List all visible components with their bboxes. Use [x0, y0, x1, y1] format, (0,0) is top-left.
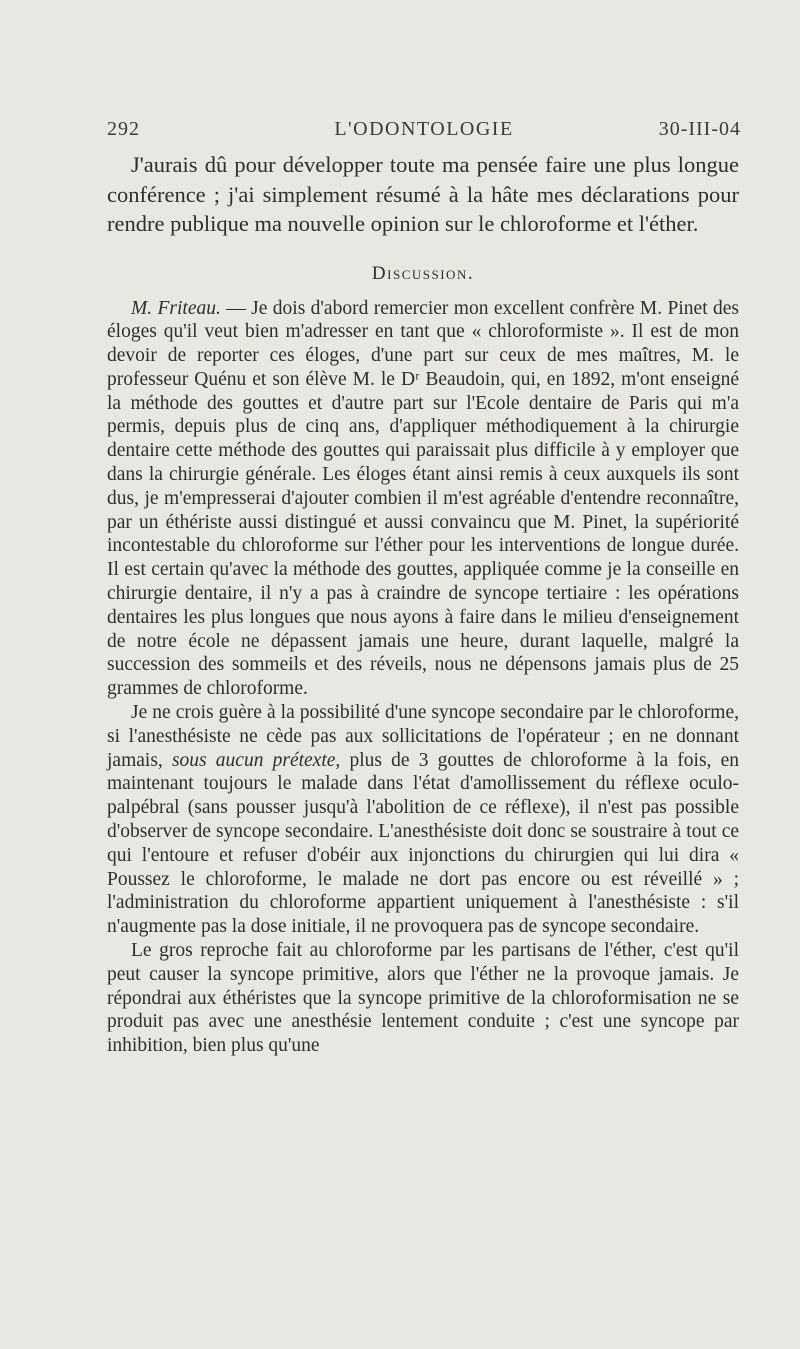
- paragraph-friteau: [107, 297, 739, 702]
- paragraph-text-end: plus de 3 gouttes de chloroforme à la fois, en maintenant toujours le malade dans l'état d'amollissement du réflexe oculo-palpébral (sans pousser jusqu'à l'abolition de ce réflexe), il n'est pas possible d'observer de syncope secondaire. L'anesthésiste doit donc se soustraire à tout ce qui l'entoure et refuser d'obéir aux injonctions du chirurgien qui lui dira « Poussez le chloroforme, le malade ne dort pas encore ou est réveillé » ; l'administration du chloroforme appartient uniquement à l'anesthésiste : s'il n'augmente pas la dose initiale, il ne provoquera pas de syncope secondaire.: [107, 749, 739, 938]
- page-number: 292: [107, 118, 140, 140]
- page-body: [107, 150, 739, 1058]
- speaker-name: M. Friteau.: [131, 297, 221, 319]
- running-header: [107, 118, 741, 144]
- paragraph-text-start: Je ne crois guère à la possibilité d'une syncope secondaire par le chloroforme, si l'anesthésiste ne cède pas aux sollicitations de l'opérateur ; en ne donnant jamais,: [107, 702, 739, 771]
- issue-date: 30-III-04: [658, 118, 741, 140]
- intro-paragraph: J'aurais dû pour développer toute ma pensée faire une plus longue conférence ; j'ai simplement résumé à la hâte mes déclarations pour rendre publique ma nouvelle opinion sur le chloroforme et l'éther.: [107, 152, 739, 236]
- section-heading: Discussion.: [371, 262, 475, 284]
- emphasized-phrase: sous aucun prétexte,: [171, 749, 341, 771]
- paragraph-syncope-primitive: Le gros reproche fait au chloroforme par les partisans de l'éther, c'est qu'il peut causer la syncope primitive, alors que l'éther ne la provoque jamais. Je répondrai aux éthéristes que la syncope primitive de la chloroformisation ne se produit pas avec une anesthésie lentement conduite ; c'est une syncope par inhibition, bien plus qu'une: [107, 940, 739, 1057]
- paragraph-syncope-secondaire: [107, 701, 739, 939]
- journal-title: L'ODONTOLOGIE: [334, 118, 514, 140]
- paragraph-text: — Je dois d'abord remercier mon excellent confrère M. Pinet des éloges qu'il veut bien m'adresser en tant que « chloroformiste ». Il est de mon devoir de reporter ces éloges, d'une part sur ceux de mes maîtres, M. le professeur Quénu et son élève M. le Dʳ Beaudoin, qui, en 1892, m'ont enseigné la méthode des gouttes et d'autre part sur l'Ecole dentaire de Paris qui m'a permis, depuis plus de cinq ans, d'appliquer méthodiquement à la chirurgie dentaire cette méthode des gouttes qui paraissait plus difficile à y employer que dans la chirurgie générale. Les éloges étant ainsi remis à ceux auxquels ils sont dus, je m'empresserai d'ajouter combien il m'est agréable d'entendre reconnaître, par un éthériste aussi distingué et aussi convaincu que M. Pinet, la supériorité incontestable du chloroforme sur l'éther pour les interventions de longue durée. Il est certain qu'avec la méthode des gouttes, appliquée comme je la conseille en chirurgie dentaire, il n'y a pas à craindre de syncope tertiaire : les opérations dentaires les plus longues que nous ayons à faire dans le milieu d'enseignement de notre école ne dépassent jamais une heure, durant laquelle, malgré la succession des sommeils et des réveils, nous ne dépensons jamais plus de 25 grammes de chloroforme.: [107, 297, 739, 700]
